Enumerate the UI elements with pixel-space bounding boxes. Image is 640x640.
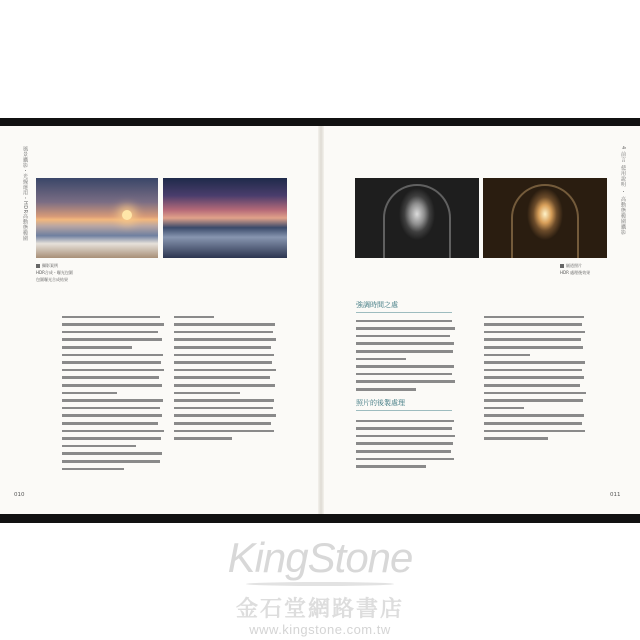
caption-note: HDR合成・曝光包圍 bbox=[36, 270, 73, 275]
text-line bbox=[174, 312, 278, 320]
text-line bbox=[174, 396, 278, 404]
text-line bbox=[356, 424, 456, 432]
text-placeholder-bar bbox=[356, 350, 453, 353]
text-placeholder-bar bbox=[174, 331, 273, 334]
left-column-2 bbox=[174, 312, 278, 441]
text-placeholder-bar bbox=[62, 452, 162, 455]
text-placeholder-bar bbox=[484, 414, 584, 417]
text-placeholder-bar bbox=[484, 354, 530, 357]
text-placeholder-bar bbox=[356, 388, 416, 391]
text-line bbox=[62, 441, 166, 449]
right-column-1b bbox=[356, 416, 456, 469]
text-placeholder-bar bbox=[356, 465, 426, 468]
text-line bbox=[62, 456, 166, 464]
text-line bbox=[174, 358, 278, 366]
text-line bbox=[174, 426, 278, 434]
text-line bbox=[62, 373, 166, 381]
text-line bbox=[484, 418, 588, 426]
photo-beach-storm-clouds bbox=[163, 178, 287, 258]
text-placeholder-bar bbox=[174, 361, 272, 364]
text-placeholder-bar bbox=[356, 320, 452, 323]
text-placeholder-bar bbox=[174, 369, 276, 372]
text-line bbox=[356, 324, 456, 332]
text-placeholder-bar bbox=[174, 316, 214, 319]
text-line bbox=[484, 327, 588, 335]
text-line bbox=[356, 369, 456, 377]
text-line bbox=[484, 403, 588, 411]
text-placeholder-bar bbox=[484, 399, 583, 402]
caption-label: 攝影案例 bbox=[42, 263, 58, 268]
top-margin bbox=[0, 0, 640, 118]
text-placeholder-bar bbox=[484, 384, 580, 387]
text-placeholder-bar bbox=[62, 354, 163, 357]
text-line bbox=[356, 439, 456, 447]
text-placeholder-bar bbox=[484, 338, 581, 341]
text-placeholder-bar bbox=[174, 414, 276, 417]
text-placeholder-bar bbox=[174, 384, 275, 387]
text-placeholder-bar bbox=[62, 338, 162, 341]
text-placeholder-bar bbox=[356, 358, 406, 361]
text-placeholder-bar bbox=[62, 407, 160, 410]
text-placeholder-bar bbox=[174, 354, 274, 357]
text-line bbox=[62, 342, 166, 350]
text-line bbox=[62, 327, 166, 335]
text-placeholder-bar bbox=[62, 399, 163, 402]
text-placeholder-bar bbox=[484, 331, 585, 334]
text-placeholder-bar bbox=[356, 365, 454, 368]
watermark-url: www.kingstone.com.tw bbox=[249, 622, 391, 637]
text-line bbox=[484, 388, 588, 396]
text-placeholder-bar bbox=[356, 450, 451, 453]
text-placeholder-bar bbox=[62, 369, 164, 372]
text-line bbox=[356, 362, 456, 370]
text-line bbox=[356, 377, 456, 385]
text-placeholder-bar bbox=[62, 437, 161, 440]
text-placeholder-bar bbox=[62, 445, 136, 448]
text-placeholder-bar bbox=[356, 442, 453, 445]
text-line bbox=[356, 416, 456, 424]
text-line bbox=[356, 462, 456, 470]
photo-tunnel-grey bbox=[355, 178, 479, 258]
text-placeholder-bar bbox=[62, 422, 158, 425]
text-placeholder-bar bbox=[62, 468, 124, 471]
text-line bbox=[484, 396, 588, 404]
text-line bbox=[62, 320, 166, 328]
text-line bbox=[356, 316, 456, 324]
text-line bbox=[62, 365, 166, 373]
text-line bbox=[62, 411, 166, 419]
tunnel-arch bbox=[383, 184, 451, 258]
text-line bbox=[484, 373, 588, 381]
tunnel-arch bbox=[511, 184, 579, 258]
text-placeholder-bar bbox=[356, 342, 454, 345]
text-line bbox=[484, 342, 588, 350]
watermark-area bbox=[0, 524, 640, 640]
text-line bbox=[62, 464, 166, 472]
text-placeholder-bar bbox=[174, 392, 240, 395]
text-line bbox=[62, 396, 166, 404]
text-placeholder-bar bbox=[356, 335, 450, 338]
kingstone-logo: KingStone bbox=[227, 534, 413, 581]
text-placeholder-bar bbox=[62, 323, 164, 326]
heading-post-processing: 照片的後製處理 bbox=[356, 399, 405, 407]
text-line bbox=[356, 446, 456, 454]
heading-rule bbox=[356, 410, 452, 411]
text-line bbox=[62, 449, 166, 457]
text-line bbox=[356, 454, 456, 462]
text-line bbox=[174, 380, 278, 388]
right-page-number: 011 bbox=[610, 492, 621, 498]
text-placeholder-bar bbox=[62, 346, 132, 349]
text-placeholder-bar bbox=[62, 460, 160, 463]
text-placeholder-bar bbox=[356, 373, 452, 376]
text-line bbox=[174, 365, 278, 373]
text-placeholder-bar bbox=[484, 407, 524, 410]
text-placeholder-bar bbox=[174, 437, 232, 440]
text-line bbox=[174, 342, 278, 350]
text-placeholder-bar bbox=[484, 316, 584, 319]
text-placeholder-bar bbox=[484, 376, 584, 379]
text-placeholder-bar bbox=[356, 427, 452, 430]
text-line bbox=[356, 431, 456, 439]
text-line bbox=[484, 365, 588, 373]
text-line bbox=[174, 411, 278, 419]
text-line bbox=[484, 434, 588, 442]
text-placeholder-bar bbox=[356, 420, 454, 423]
text-line bbox=[484, 426, 588, 434]
text-line bbox=[174, 335, 278, 343]
photo-beach-sunset bbox=[36, 178, 158, 258]
text-placeholder-bar bbox=[356, 327, 455, 330]
top-black-band bbox=[0, 118, 640, 126]
text-placeholder-bar bbox=[356, 458, 454, 461]
caption-marker-icon bbox=[36, 264, 40, 268]
text-line bbox=[356, 339, 456, 347]
text-placeholder-bar bbox=[484, 392, 586, 395]
text-placeholder-bar bbox=[62, 414, 162, 417]
right-column-2 bbox=[484, 312, 588, 441]
text-line bbox=[356, 331, 456, 339]
text-placeholder-bar bbox=[174, 399, 274, 402]
text-line bbox=[62, 418, 166, 426]
left-page-number: 010 bbox=[14, 492, 25, 498]
left-column-1 bbox=[62, 312, 166, 471]
text-placeholder-bar bbox=[62, 331, 158, 334]
text-line bbox=[174, 388, 278, 396]
text-line bbox=[356, 354, 456, 362]
caption-note-2: 包圍曝光合成結果 bbox=[36, 277, 68, 282]
text-line bbox=[62, 388, 166, 396]
logo-swoosh bbox=[246, 582, 394, 586]
text-placeholder-bar bbox=[174, 422, 271, 425]
right-vertical-tab: 4 前言 使用說明 ・ 高動態範圍攝影 bbox=[620, 146, 626, 236]
text-line bbox=[174, 350, 278, 358]
text-placeholder-bar bbox=[62, 376, 159, 379]
text-placeholder-bar bbox=[484, 346, 583, 349]
text-placeholder-bar bbox=[62, 316, 160, 319]
caption-marker-icon bbox=[560, 264, 564, 268]
text-placeholder-bar bbox=[174, 407, 273, 410]
text-line bbox=[484, 335, 588, 343]
book-gutter bbox=[318, 126, 324, 514]
text-line bbox=[174, 434, 278, 442]
text-line bbox=[174, 327, 278, 335]
text-placeholder-bar bbox=[62, 392, 117, 395]
text-placeholder-bar bbox=[484, 361, 585, 364]
text-placeholder-bar bbox=[356, 380, 455, 383]
text-line bbox=[62, 426, 166, 434]
text-placeholder-bar bbox=[62, 384, 162, 387]
text-placeholder-bar bbox=[62, 430, 164, 433]
text-placeholder-bar bbox=[174, 338, 276, 341]
text-line bbox=[62, 335, 166, 343]
text-line bbox=[484, 312, 588, 320]
text-placeholder-bar bbox=[484, 430, 585, 433]
text-line bbox=[484, 350, 588, 358]
brand-chinese-name: 金石堂網路書店 bbox=[235, 596, 404, 622]
text-line bbox=[174, 373, 278, 381]
text-placeholder-bar bbox=[484, 369, 582, 372]
caption-note: HDR 處理後效果 bbox=[560, 270, 591, 275]
text-line bbox=[62, 380, 166, 388]
book-spread bbox=[0, 126, 640, 514]
text-line bbox=[62, 312, 166, 320]
bottom-black-band bbox=[0, 514, 640, 523]
right-column-1a bbox=[356, 316, 456, 392]
text-line bbox=[484, 320, 588, 328]
photo-tunnel-warm bbox=[483, 178, 607, 258]
left-caption bbox=[36, 262, 156, 283]
sun-glow bbox=[122, 210, 132, 220]
caption-label: 隧道照片 bbox=[566, 263, 582, 268]
right-caption bbox=[560, 262, 620, 276]
text-placeholder-bar bbox=[484, 422, 582, 425]
text-line bbox=[484, 380, 588, 388]
text-line bbox=[174, 403, 278, 411]
text-line bbox=[174, 320, 278, 328]
text-line bbox=[356, 346, 456, 354]
text-placeholder-bar bbox=[174, 323, 275, 326]
left-vertical-tab: 風景攝影・光線運用・HDR高動態範圍 bbox=[22, 146, 28, 242]
text-line bbox=[356, 384, 456, 392]
text-line bbox=[62, 403, 166, 411]
text-line bbox=[62, 358, 166, 366]
text-line bbox=[484, 358, 588, 366]
text-line bbox=[174, 418, 278, 426]
text-placeholder-bar bbox=[356, 435, 455, 438]
text-line bbox=[62, 434, 166, 442]
text-placeholder-bar bbox=[484, 323, 582, 326]
text-line bbox=[62, 350, 166, 358]
heading-rule bbox=[356, 312, 452, 313]
text-placeholder-bar bbox=[62, 361, 161, 364]
text-placeholder-bar bbox=[174, 346, 271, 349]
text-line bbox=[484, 411, 588, 419]
heading-emphasize-time: 強調時間之處 bbox=[356, 301, 398, 309]
text-placeholder-bar bbox=[484, 437, 548, 440]
text-placeholder-bar bbox=[174, 376, 270, 379]
text-placeholder-bar bbox=[174, 430, 274, 433]
